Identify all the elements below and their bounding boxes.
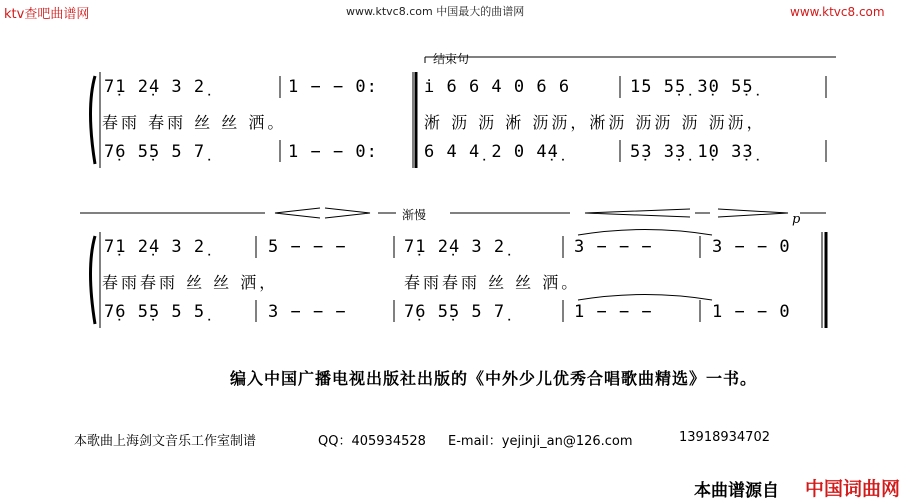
s2-upper-m3: 7̣1 2̣4 3 2̣: [404, 237, 506, 257]
s2-lower-m5: 1 − − 0: [712, 302, 791, 322]
s1-upper-m4: 1̇5 5̣5̣ 3̣0 5̣5̣: [630, 77, 754, 97]
credit-email[interactable]: E-mail：yejinji_an@126.com: [448, 434, 633, 449]
ending-phrase-label: 结束句: [433, 52, 470, 66]
s1-lower-m2: 1 − − 0:: [288, 142, 378, 162]
source-site-link[interactable]: 中国词曲网: [805, 478, 900, 500]
s2-lower-m2: 3 − − −: [268, 302, 347, 322]
s1-lower-m4: 5̣3 3̣3̣ 1̣0 3̣3̣: [630, 142, 754, 162]
s2-lower-m1: 7̣6 5̣5 5 5̣: [104, 302, 206, 322]
s1-lower-m1: 7̣6 5̣5 5 7̣: [104, 142, 206, 162]
s1-lyrics-b: 淅 沥 沥 淅 沥沥，淅沥 沥沥 沥 沥沥，: [424, 113, 766, 132]
dynamic-marking: p: [792, 212, 801, 227]
credit-phone: 13918934702: [679, 430, 770, 445]
s2-upper-m2: 5 − − −: [268, 237, 347, 257]
s2-lower-m3: 7̣6 5̣5 5 7̣: [404, 302, 506, 322]
credit-studio: 本歌曲上海剑文音乐工作室制谱: [74, 434, 257, 449]
source-prefix: 本曲谱源自: [694, 481, 779, 501]
credit-qq: QQ：405934528: [318, 434, 426, 449]
s1-lower-m3: 6 4 4̣ 2 0 4̣4̣: [424, 142, 559, 162]
s2-lyrics-a: 春雨春雨 丝 丝 洒，: [102, 273, 279, 292]
s2-lower-m4: 1 − − −: [574, 302, 653, 322]
s2-upper-m1: 7̣1 2̣4 3 2̣: [104, 237, 206, 257]
site-logo-left[interactable]: ktv查吧曲谱网: [4, 7, 90, 22]
s1-upper-m3: i̇ 6 6 4 0 6 6: [424, 77, 571, 97]
s2-lyrics-b: 春雨春雨 丝 丝 洒。: [404, 273, 581, 292]
site-tagline: www.ktvc8.com 中国最大的曲谱网: [346, 5, 525, 18]
s2-upper-m5: 3 − − 0: [712, 237, 791, 257]
publication-note: 编入中国广播电视出版社出版的《中外少儿优秀合唱歌曲精选》一书。: [230, 369, 758, 388]
s1-lyrics-a: 春雨 春雨 丝 丝 洒。: [102, 113, 287, 132]
tempo-marking: 渐慢: [402, 208, 427, 222]
s2-upper-m4: 3 − − −: [574, 237, 653, 257]
s1-upper-m1: 7̣1 2̣4 3 2̣: [104, 77, 206, 97]
s1-upper-m2: 1 − − 0:: [288, 77, 378, 97]
site-url-right[interactable]: www.ktvc8.com: [790, 5, 885, 19]
